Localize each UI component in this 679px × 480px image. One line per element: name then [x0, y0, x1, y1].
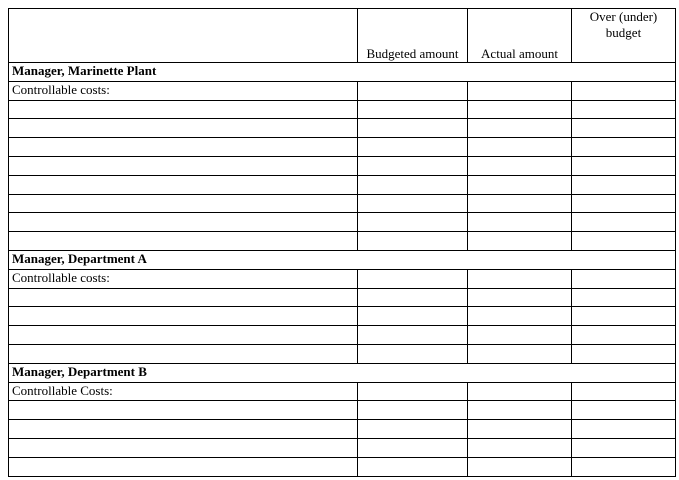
blank-cell	[9, 307, 358, 326]
blank-cell	[358, 420, 468, 439]
blank-cell	[572, 232, 676, 251]
blank-cell	[572, 288, 676, 307]
controllable-costs-label: Controllable Costs:	[9, 382, 358, 401]
blank-row	[9, 213, 676, 232]
blank-row	[9, 401, 676, 420]
controllable-costs-label: Controllable costs:	[9, 269, 358, 288]
blank-cell	[9, 213, 358, 232]
blank-cell	[358, 119, 468, 138]
blank-cell	[468, 194, 572, 213]
blank-cell	[358, 100, 468, 119]
blank-cell	[468, 119, 572, 138]
blank-cell	[572, 175, 676, 194]
blank-cell	[9, 100, 358, 119]
blank-cell	[468, 269, 572, 288]
blank-row	[9, 175, 676, 194]
blank-cell	[468, 138, 572, 157]
blank-header-cell	[9, 9, 358, 63]
blank-cell	[572, 156, 676, 175]
controllable-costs-row	[9, 269, 676, 288]
responsibility-report-table	[8, 8, 676, 477]
over-under-budget-header: Over (under) budget	[572, 9, 676, 63]
blank-cell	[572, 457, 676, 476]
section-title-row	[9, 363, 676, 382]
blank-cell	[468, 401, 572, 420]
blank-cell	[358, 401, 468, 420]
blank-cell	[572, 213, 676, 232]
blank-cell	[358, 156, 468, 175]
blank-cell	[9, 344, 358, 363]
blank-row	[9, 344, 676, 363]
blank-row	[9, 138, 676, 157]
blank-row	[9, 119, 676, 138]
blank-row	[9, 232, 676, 251]
blank-cell	[572, 401, 676, 420]
blank-cell	[468, 156, 572, 175]
blank-cell	[358, 344, 468, 363]
blank-cell	[358, 175, 468, 194]
blank-cell	[358, 194, 468, 213]
blank-cell	[358, 269, 468, 288]
blank-cell	[468, 100, 572, 119]
blank-cell	[468, 213, 572, 232]
actual-amount-header: Actual amount	[468, 9, 572, 63]
blank-cell	[9, 326, 358, 345]
blank-cell	[358, 326, 468, 345]
blank-cell	[468, 382, 572, 401]
blank-row	[9, 420, 676, 439]
budgeted-amount-header: Budgeted amount	[358, 9, 468, 63]
controllable-costs-row	[9, 382, 676, 401]
section-title: Manager, Department A	[9, 250, 676, 269]
blank-cell	[358, 138, 468, 157]
blank-cell	[468, 438, 572, 457]
controllable-costs-row	[9, 81, 676, 100]
blank-row	[9, 307, 676, 326]
blank-row	[9, 194, 676, 213]
blank-cell	[9, 156, 358, 175]
blank-cell	[468, 175, 572, 194]
blank-cell	[9, 232, 358, 251]
blank-cell	[572, 344, 676, 363]
blank-cell	[9, 457, 358, 476]
blank-cell	[572, 307, 676, 326]
section-title-row	[9, 250, 676, 269]
blank-cell	[9, 119, 358, 138]
blank-cell	[9, 438, 358, 457]
blank-cell	[572, 420, 676, 439]
blank-cell	[358, 307, 468, 326]
blank-cell	[572, 269, 676, 288]
blank-cell	[358, 438, 468, 457]
blank-cell	[9, 138, 358, 157]
controllable-costs-label: Controllable costs:	[9, 81, 358, 100]
blank-cell	[9, 175, 358, 194]
blank-cell	[572, 194, 676, 213]
blank-cell	[572, 100, 676, 119]
blank-cell	[468, 344, 572, 363]
report-body	[9, 63, 676, 477]
blank-cell	[358, 213, 468, 232]
blank-cell	[358, 288, 468, 307]
blank-cell	[9, 194, 358, 213]
blank-cell	[468, 307, 572, 326]
blank-cell	[468, 81, 572, 100]
blank-row	[9, 457, 676, 476]
blank-row	[9, 156, 676, 175]
blank-cell	[572, 138, 676, 157]
blank-row	[9, 438, 676, 457]
blank-cell	[572, 382, 676, 401]
blank-cell	[358, 382, 468, 401]
blank-cell	[572, 438, 676, 457]
blank-cell	[572, 326, 676, 345]
blank-cell	[358, 81, 468, 100]
blank-cell	[468, 457, 572, 476]
blank-row	[9, 288, 676, 307]
section-title: Manager, Marinette Plant	[9, 63, 676, 82]
header-row	[9, 9, 676, 63]
blank-cell	[468, 326, 572, 345]
blank-cell	[9, 401, 358, 420]
blank-cell	[572, 81, 676, 100]
section-title: Manager, Department B	[9, 363, 676, 382]
blank-cell	[468, 420, 572, 439]
blank-cell	[468, 288, 572, 307]
section-title-row	[9, 63, 676, 82]
blank-row	[9, 100, 676, 119]
blank-cell	[9, 288, 358, 307]
blank-cell	[468, 232, 572, 251]
blank-cell	[9, 420, 358, 439]
blank-cell	[358, 232, 468, 251]
blank-cell	[572, 119, 676, 138]
blank-row	[9, 326, 676, 345]
blank-cell	[358, 457, 468, 476]
